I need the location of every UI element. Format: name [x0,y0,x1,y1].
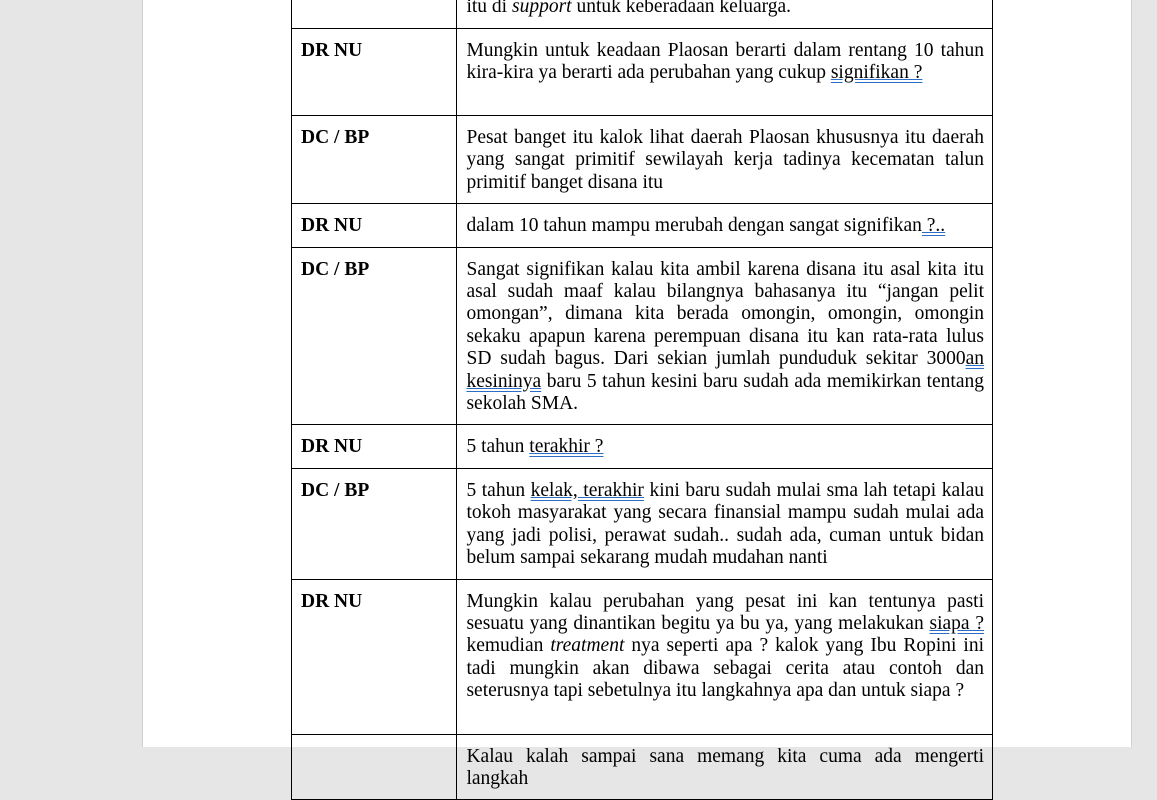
transcript-row [292,0,993,29]
utterance-text: kini baru sudah mulai sma lah tetapi kalau tokoh masyarakat yang secara finansial mampu sudah mulai ada yang jadi polisi, perawat sudah.. sudah ada, cuman untuk bidan belum sampai sekarang mudah mudahan nanti [466,479,984,569]
speaker-cell [292,734,457,800]
transcript-row [292,204,993,247]
speaker-cell [292,29,457,116]
speaker-label: DC / BP [301,127,370,148]
transcript-row [292,734,993,800]
speaker-cell [292,204,457,247]
transcript-row [292,29,993,116]
utterance-text: dalam 10 tahun mampu merubah dengan sangat signifikan [466,215,922,237]
utterance-cell[interactable] [457,579,993,734]
transcript-row [292,247,993,425]
utterance-cell[interactable] [457,116,993,204]
spellcheck-flagged-text[interactable]: an kesininya [466,348,984,392]
utterance-cell[interactable] [457,468,993,579]
utterance-text: Mungkin kalau perubahan yang pesat ini kan tentunya pasti sesuatu yang dinantikan begitu ya bu ya, yang melakukan [466,590,984,634]
utterance-cell[interactable] [457,204,993,247]
speaker-cell [292,425,457,468]
speaker-cell [292,116,457,204]
utterance-text: nya seperti apa ? kalok yang Ibu Ropini ini tadi mungkin akan dibawa sebagai cerita atau contoh dan seterusnya tapi sebetulnya itu langkahnya apa dan untuk siapa ? [466,635,984,702]
utterance-text: kemudian [466,635,551,657]
utterance-text: baru 5 tahun kesini baru sudah ada memikirkan tentang sekolah SMA. [466,370,984,415]
speaker-label: DR NU [301,215,363,237]
speaker-cell [292,579,457,734]
utterance-text: Mungkin untuk keadaan Plaosan berarti dalam rentang 10 tahun kira-kira ya berarti ada perubahan yang cukup [466,40,984,84]
utterance-text: untuk keberadaan keluarga. [571,0,792,17]
utterance-text: Kalau kalah sampai sana memang kita cuma ada mengerti langkah [466,745,984,789]
utterance-text: itu di [466,0,512,17]
utterance-text: 5 tahun [466,479,531,501]
utterance-cell[interactable] [457,734,993,800]
speaker-cell [292,247,457,425]
document-page [142,0,1132,789]
spellcheck-flagged-text[interactable]: terakhir ? [529,436,604,458]
utterance-cell[interactable] [457,425,993,468]
utterance-text: treatment [550,635,625,657]
transcript-rows [292,0,993,800]
utterance-text: Sangat signifikan kalau kita ambil karena disana itu asal kita itu asal sudah maaf kalau bilangnya bahasanya itu “jangan pelit omongan”, dimana kita berada omongin, omongin, omongin sekaku apapun karena perempuan disana itu kan rata-rata lulus SD sudah bagus. Dari sekian jumlah punduduk sekitar 3000 [466,258,984,370]
utterance-cell[interactable] [457,0,993,29]
speaker-label: DC / BP [301,258,370,280]
speaker-label: DR NU [301,590,363,612]
transcript-row [292,116,993,204]
utterance-text: support [511,0,572,17]
speaker-label: DC / BP [301,479,370,501]
transcript-row [292,468,993,579]
utterance-cell[interactable] [457,247,993,425]
spellcheck-flagged-text[interactable]: kelak, terakhir [530,479,644,501]
transcript-row [292,425,993,468]
spellcheck-flagged-text[interactable]: siapa ? [929,612,984,634]
utterance-text: 5 tahun [466,436,530,458]
spellcheck-flagged-text[interactable]: signifikan ? [830,62,923,84]
speaker-cell [292,0,457,29]
speaker-label: DR NU [301,436,363,458]
speaker-label: DR NU [301,40,363,61]
utterance-text: Pesat banget itu kalok lihat daerah Plaosan khususnya itu daerah yang sangat primitif sewilayah kerja tadinya kecematan talun primitif banget disana itu [466,127,984,193]
transcript-table [291,0,993,800]
speaker-cell [292,468,457,579]
transcript-row [292,579,993,734]
utterance-cell[interactable] [457,29,993,116]
spellcheck-flagged-text[interactable]: ?.. [921,215,946,237]
